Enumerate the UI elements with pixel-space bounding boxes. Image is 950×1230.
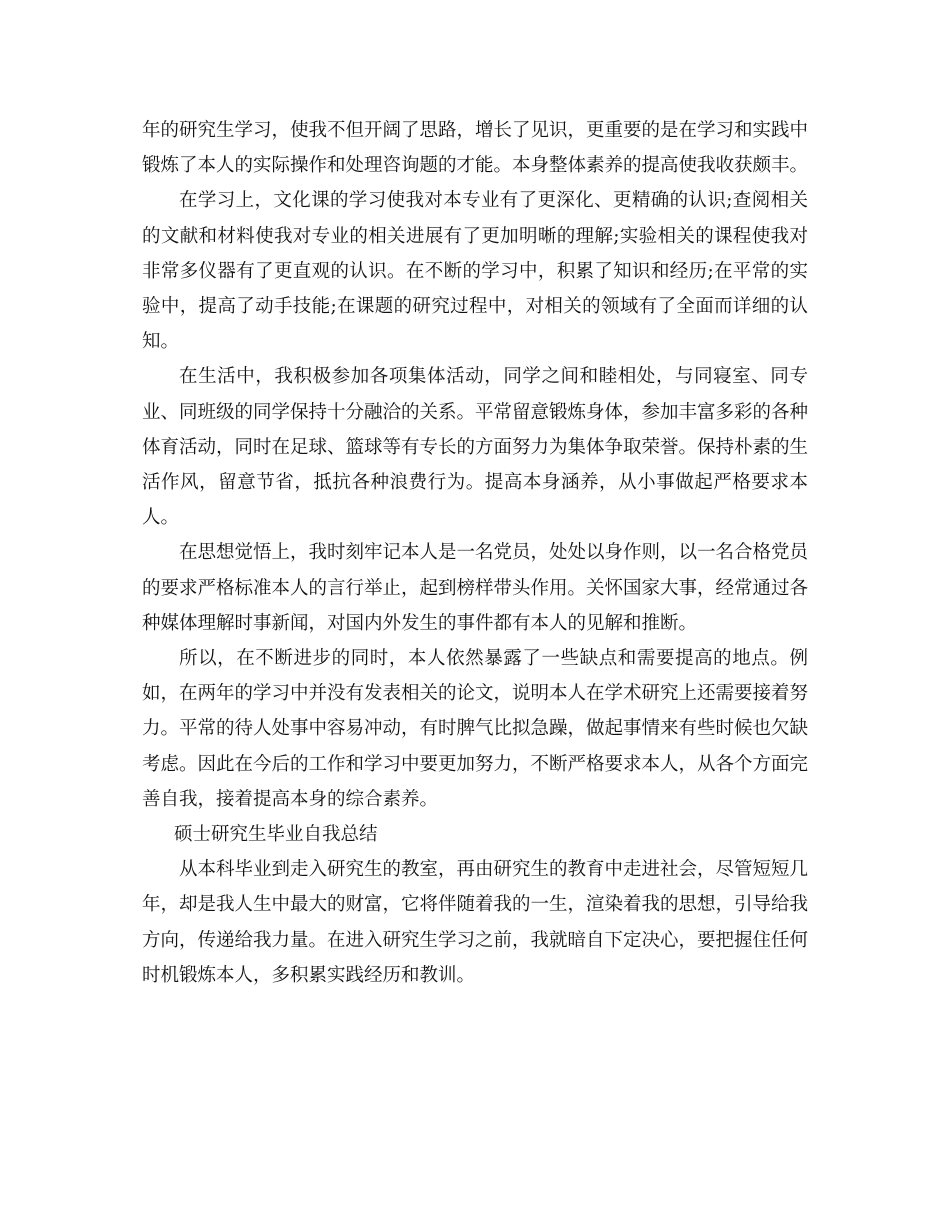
paragraph-shortcomings: 所以，在不断进步的同时，本人依然暴露了一些缺点和需要提高的地点。例如，在两年的学习中并没有发表相关的论文，说明本人在学术研究上还需要接着努力。平常的待人处事中容易冲动，有时脾气比拟急躁，做起事情来有些时候也欠缺考虑。因此在今后的工作和学习中要更加努力，不断严格要求本人，从各个方面完善自我，接着提高本身的综合素养。	[142, 648, 809, 810]
paragraph-continuation: 年的研究生学习，使我不但开阔了思路，增长了见识，更重要的是在学习和实践中锻炼了本人的实际操作和处理咨询题的才能。本身整体素养的提高使我收获颇丰。	[142, 120, 809, 177]
paragraph-ideology: 在思想觉悟上，我时刻牢记本人是一名党员，处处以身作则，以一名合格党员的要求严格标准本人的言行举止，起到榜样带头作用。关怀国家大事，经常通过各种媒体理解时事新闻，对国内外发生的事件都有本人的见解和推断。	[142, 542, 809, 634]
document-body	[142, 113, 808, 993]
section-heading: 硕士研究生毕业自我总结	[174, 824, 378, 846]
paragraph-life: 在生活中，我积极参加各项集体活动，同学之间和睦相处，与同寝室、同专业、同班级的同学保持十分融洽的关系。平常留意锻炼身体，参加丰富多彩的各种体育活动，同时在足球、篮球等有专长的方面努力为集体争取荣誉。保持朴素的生活作风，留意节省，抵抗各种浪费行为。提高本身涵养，从小事做起严格要求本人。	[142, 366, 809, 529]
paragraph-closing: 从本科毕业到走入研究生的教室，再由研究生的教育中走进社会，尽管短短几年，却是我人生中最大的财富，它将伴随着我的一生，渲染着我的思想，引导给我方向，传递给我力量。在进入研究生学习之前，我就暗自下定决心，要把握住任何时机锻炼本人，多积累实践经历和教训。	[142, 859, 809, 986]
paragraph-study: 在学习上，文化课的学习使我对本专业有了更深化、更精确的认识;查阅相关的文献和材料使我对专业的相关进展有了更加明晰的理解;实验相关的课程使我对非常多仪器有了更直观的认识。在不断的学习中，积累了知识和经历;在平常的实验中，提高了动手技能;在课题的研究过程中，对相关的领域有了全面而详细的认知。	[142, 190, 808, 353]
